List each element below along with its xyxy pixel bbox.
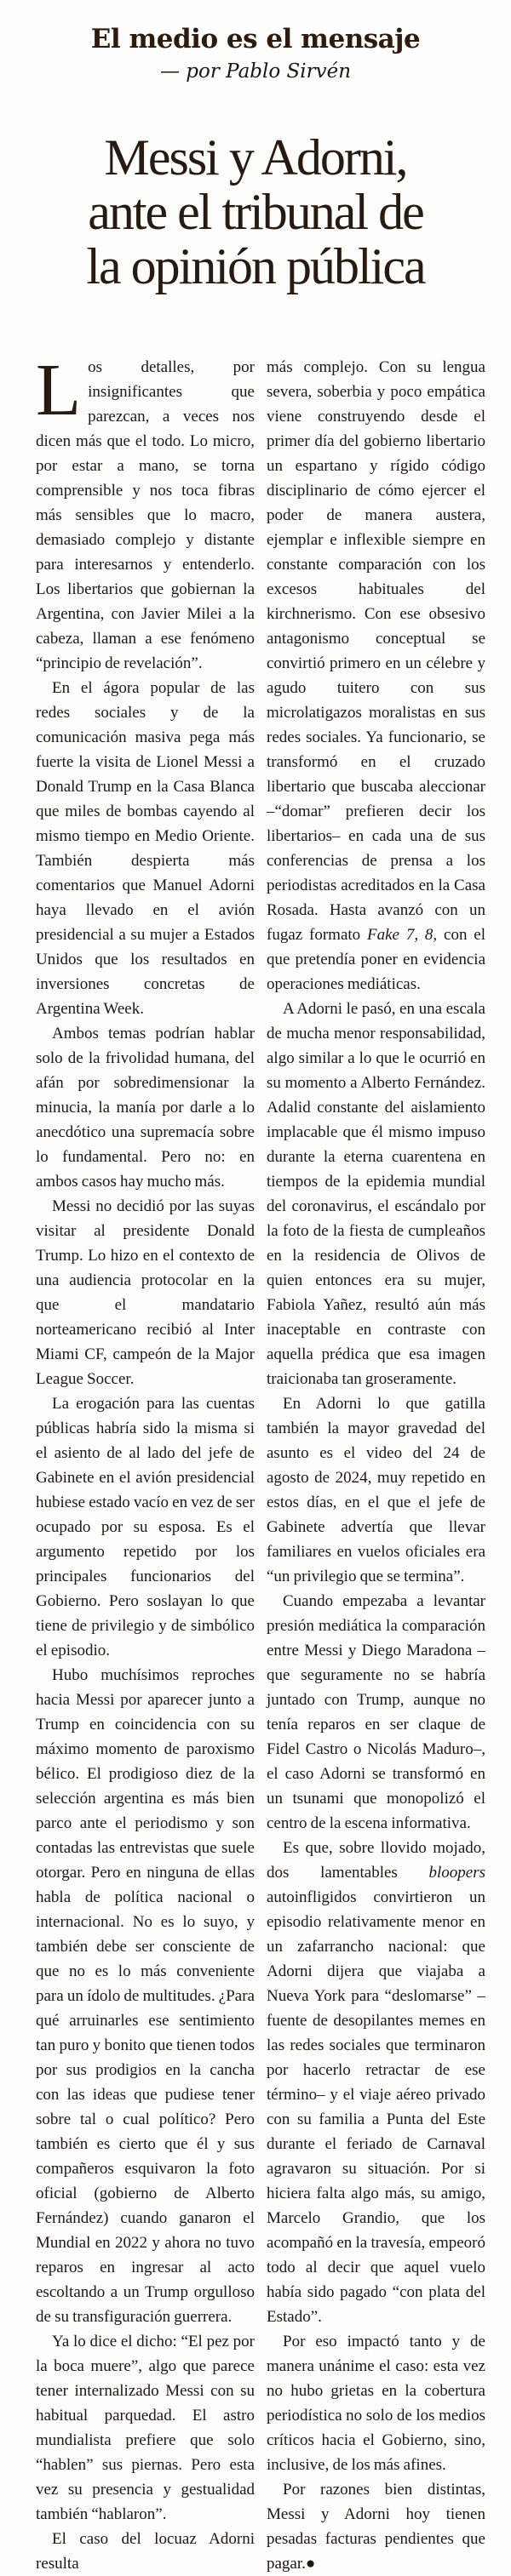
body-text: Por eso impactó tanto y de manera unánime el caso: esta vez no hubo grietas en la cobertura periodística no solo de los medios críticos hacia el Gobierno, sino, inclusive, de los más afines.	[267, 2333, 485, 2474]
body-text: Hubo muchísimos reproches hacia Messi por aparecer junto a Trump en coincidencia con su máximo momento de paroxismo bélico. El prodigioso diez de la selección argentina es más bien parco ante el periodismo y son contadas las entrevistas que suele otorgar. Pero en ninguna de ellas habla de política nacional o internacional. No es lo suyo, y también debe ser consciente de que no es lo más conveniente para un ídolo de multitudes. ¿Para qué arruinarles ese sentimiento tan puro y bonito que tienen todos por sus prodigios en la cancha con las ideas que pudiese tener sobre tal o cual político? Pero también es cierto que él y sus compañeros esquivaron la foto oficial (gobierno de Alberto Fernández) cuando ganaron el Mundial en 2022 y ahora no tuvo reparos en ingresar al acto escoltando a un Trump orgulloso de su transfiguración guerrera.	[36, 1666, 255, 2326]
body-text: En Adorni lo que gatilla también la mayor gravedad del asunto es el video del 24 de agosto de 2024, muy repetido en estos días, en el que el jefe de Gabinete advertía que llevar familiares en vuelos oficiales era “un privilegio que se termina”.	[267, 1395, 485, 1585]
body-text: Messi no decidió por las suyas visitar al presidente Donald Trump. Lo hizo en el contexto de una audiencia protocolar en la que el mandatario norteamericano recibió al Inter Miami CF, campeón de la Major League Soccer.	[36, 1197, 255, 1388]
article-paragraph	[36, 1194, 255, 1391]
body-text: A Adorni le pasó, en una escala de mucha menor responsabilidad, algo similar a lo que le ocurrió en su momento a Alberto Fernández. Adalid constante del aislamiento implacable que él mismo impuso durante la eterna cuarentena en tiempos de la epidemia mundial del coronavirus, el escándalo por la foto de la fiesta de cumpleaños en la residencia de Olivos de quien entonces era su mujer, Fabiola Yañez, resultó aún más inaceptable en contraste con aquella prédica que esa imagen traicionaba tan groseramente.	[267, 1000, 485, 1388]
article-paragraph	[267, 1589, 485, 1836]
body-text: , con el que pretendía poner en evidencia operaciones mediáticas.	[267, 926, 485, 993]
body-text: os detalles, por insignificantes que parezcan, a veces nos dicen más que el todo. Lo micro, por estar a mano, se torna comprensible y nos toca fibras más sensibles que lo macro, demasiado complejo y distante para interesarnos y entenderlo. Los libertarios que gobiernan la Argentina, con Javier Milei a la cabeza, llaman a ese fenómeno “principio de revelación”.	[36, 358, 255, 672]
headline-line: ante el tribunal de	[88, 184, 423, 240]
headline	[9, 130, 502, 294]
article-paragraph	[36, 348, 255, 676]
article-paragraph	[267, 2329, 485, 2477]
headline-line: Messi y Adorni,	[104, 129, 407, 186]
article-paragraph	[36, 1391, 255, 1663]
article-paragraph	[267, 1836, 485, 2329]
body-text: más complejo. Con su lengua severa, soberbia y poco empática viene construyendo desde el primer día del gobierno libertario un espartano y rígido código disciplinario de cómo ejercer el poder de manera austera, ejemplar e inflexible siempre en constante comparación con los excesos habituales del kirchnerismo. Con ese obsesivo antagonismo conceptual se convirtió primero en un célebre y agudo tuitero con sus microlatigazos moralistas en sus redes sociales. Ya funcionario, se transformó en el cruzado libertario que buscaba aleccionar –“domar” prefieren decir los libertarios– en cada una de sus conferencias de prensa a los periodistas acreditados en la Casa Rosada. Hasta avanzó con un fugaz formato	[267, 358, 485, 944]
article-paragraph	[267, 1391, 485, 1589]
headline-line: la opinión pública	[86, 238, 425, 294]
article-header	[0, 0, 511, 83]
body-text: La erogación para las cuentas públicas habría sido la misma si el asiento de al lado del jefe de Gabinete en el avión presidencial hubiese estado vacío en vez de ser ocupado por su esposa. Es el argumento repetido por los principales funcionarios del Gobierno. Pero soslayan lo que tiene de privilegio y de simbólico el episodio.	[36, 1395, 256, 1659]
article-paragraph	[267, 997, 485, 1391]
column-left	[36, 348, 256, 2576]
article-paragraph	[36, 1021, 255, 1194]
body-text: Ambos temas podrían hablar solo de la frivolidad humana, del afán por sobredimensionar la minucia, la manía por darle a lo anecdótico una supremacía sobre lo fundamental. Pero no: en ambos casos hay mucho más.	[36, 1025, 255, 1191]
section-kicker: El medio es el mensaje	[90, 24, 421, 54]
body-text: Ya lo dice el dicho: “El pez por la boca muere”, algo que parece tener internalizado Messi con su habitual parquedad. El astro mundialista prefiere que solo “hablen” sus piernas. Pero esta vez su presencia y gestualidad también “hablaron”.	[36, 2333, 255, 2523]
column-right	[267, 355, 485, 2576]
body-text: En el ágora popular de las redes sociales y de la comunicación masiva pega más fuerte la visita de Lionel Messi a Donald Trump en la Casa Blanca que miles de bombas cayendo al mismo tiempo en Medio Oriente. También despierta más comentarios que Manuel Adorni haya llevado en el avión presidencial a su mujer a Estados Unidos que los resultados en inversiones concretas de Argentina Week.	[36, 679, 255, 1018]
italic-text: Fake 7, 8	[367, 926, 433, 944]
drop-cap: L	[36, 348, 82, 431]
body-text: Es que, sobre llovido mojado, dos lamentables	[267, 1839, 485, 1882]
byline: — por Pablo Sirvén	[159, 60, 352, 83]
body-text: Cuando empezaba a levantar presión mediática la comparación entre Messi y Diego Maradona –que seguramente no se habría juntado con Trump, aunque no tenía reparos en ser claque de Fidel Castro o Nicolás Maduro–, el caso Adorni se transformó en un tsunami que monopolizó el centro de la escena informativa.	[267, 1592, 485, 1832]
body-text: El caso del locuaz Adorni resulta	[36, 2530, 255, 2573]
body-text: Por razones bien distintas, Messi y Adorni hoy tienen pesadas facturas pendientes que pagar.●	[267, 2481, 485, 2573]
body-text: autoinfligidos convirtieron un episodio relativamente menor en un zafarrancho nacional: que Adorni dijera que viajaba a Nueva York para “deslomarse” –fuente de desopilantes memes en las redes sociales que terminaron por hacerlo retractar de ese término– y el viaje aéreo privado con su familia a Punta del Este durante el feriado de Carnaval agravaron su situación. Por si hiciera falta algo más, su amigo, Marcelo Grandio, que los acompañó en la travesía, empeoró todo al decir que aquel vuelo había sido pagado “con plata del Estado”.	[267, 1888, 485, 2326]
article-paragraph	[36, 2527, 255, 2576]
italic-text: bloopers	[428, 1864, 485, 1882]
article-paragraph	[36, 2329, 255, 2527]
article-paragraph	[267, 355, 485, 997]
article-body	[0, 294, 511, 2576]
article-paragraph	[267, 2477, 485, 2576]
article-paragraph	[36, 1663, 255, 2329]
article-paragraph	[36, 676, 255, 1021]
